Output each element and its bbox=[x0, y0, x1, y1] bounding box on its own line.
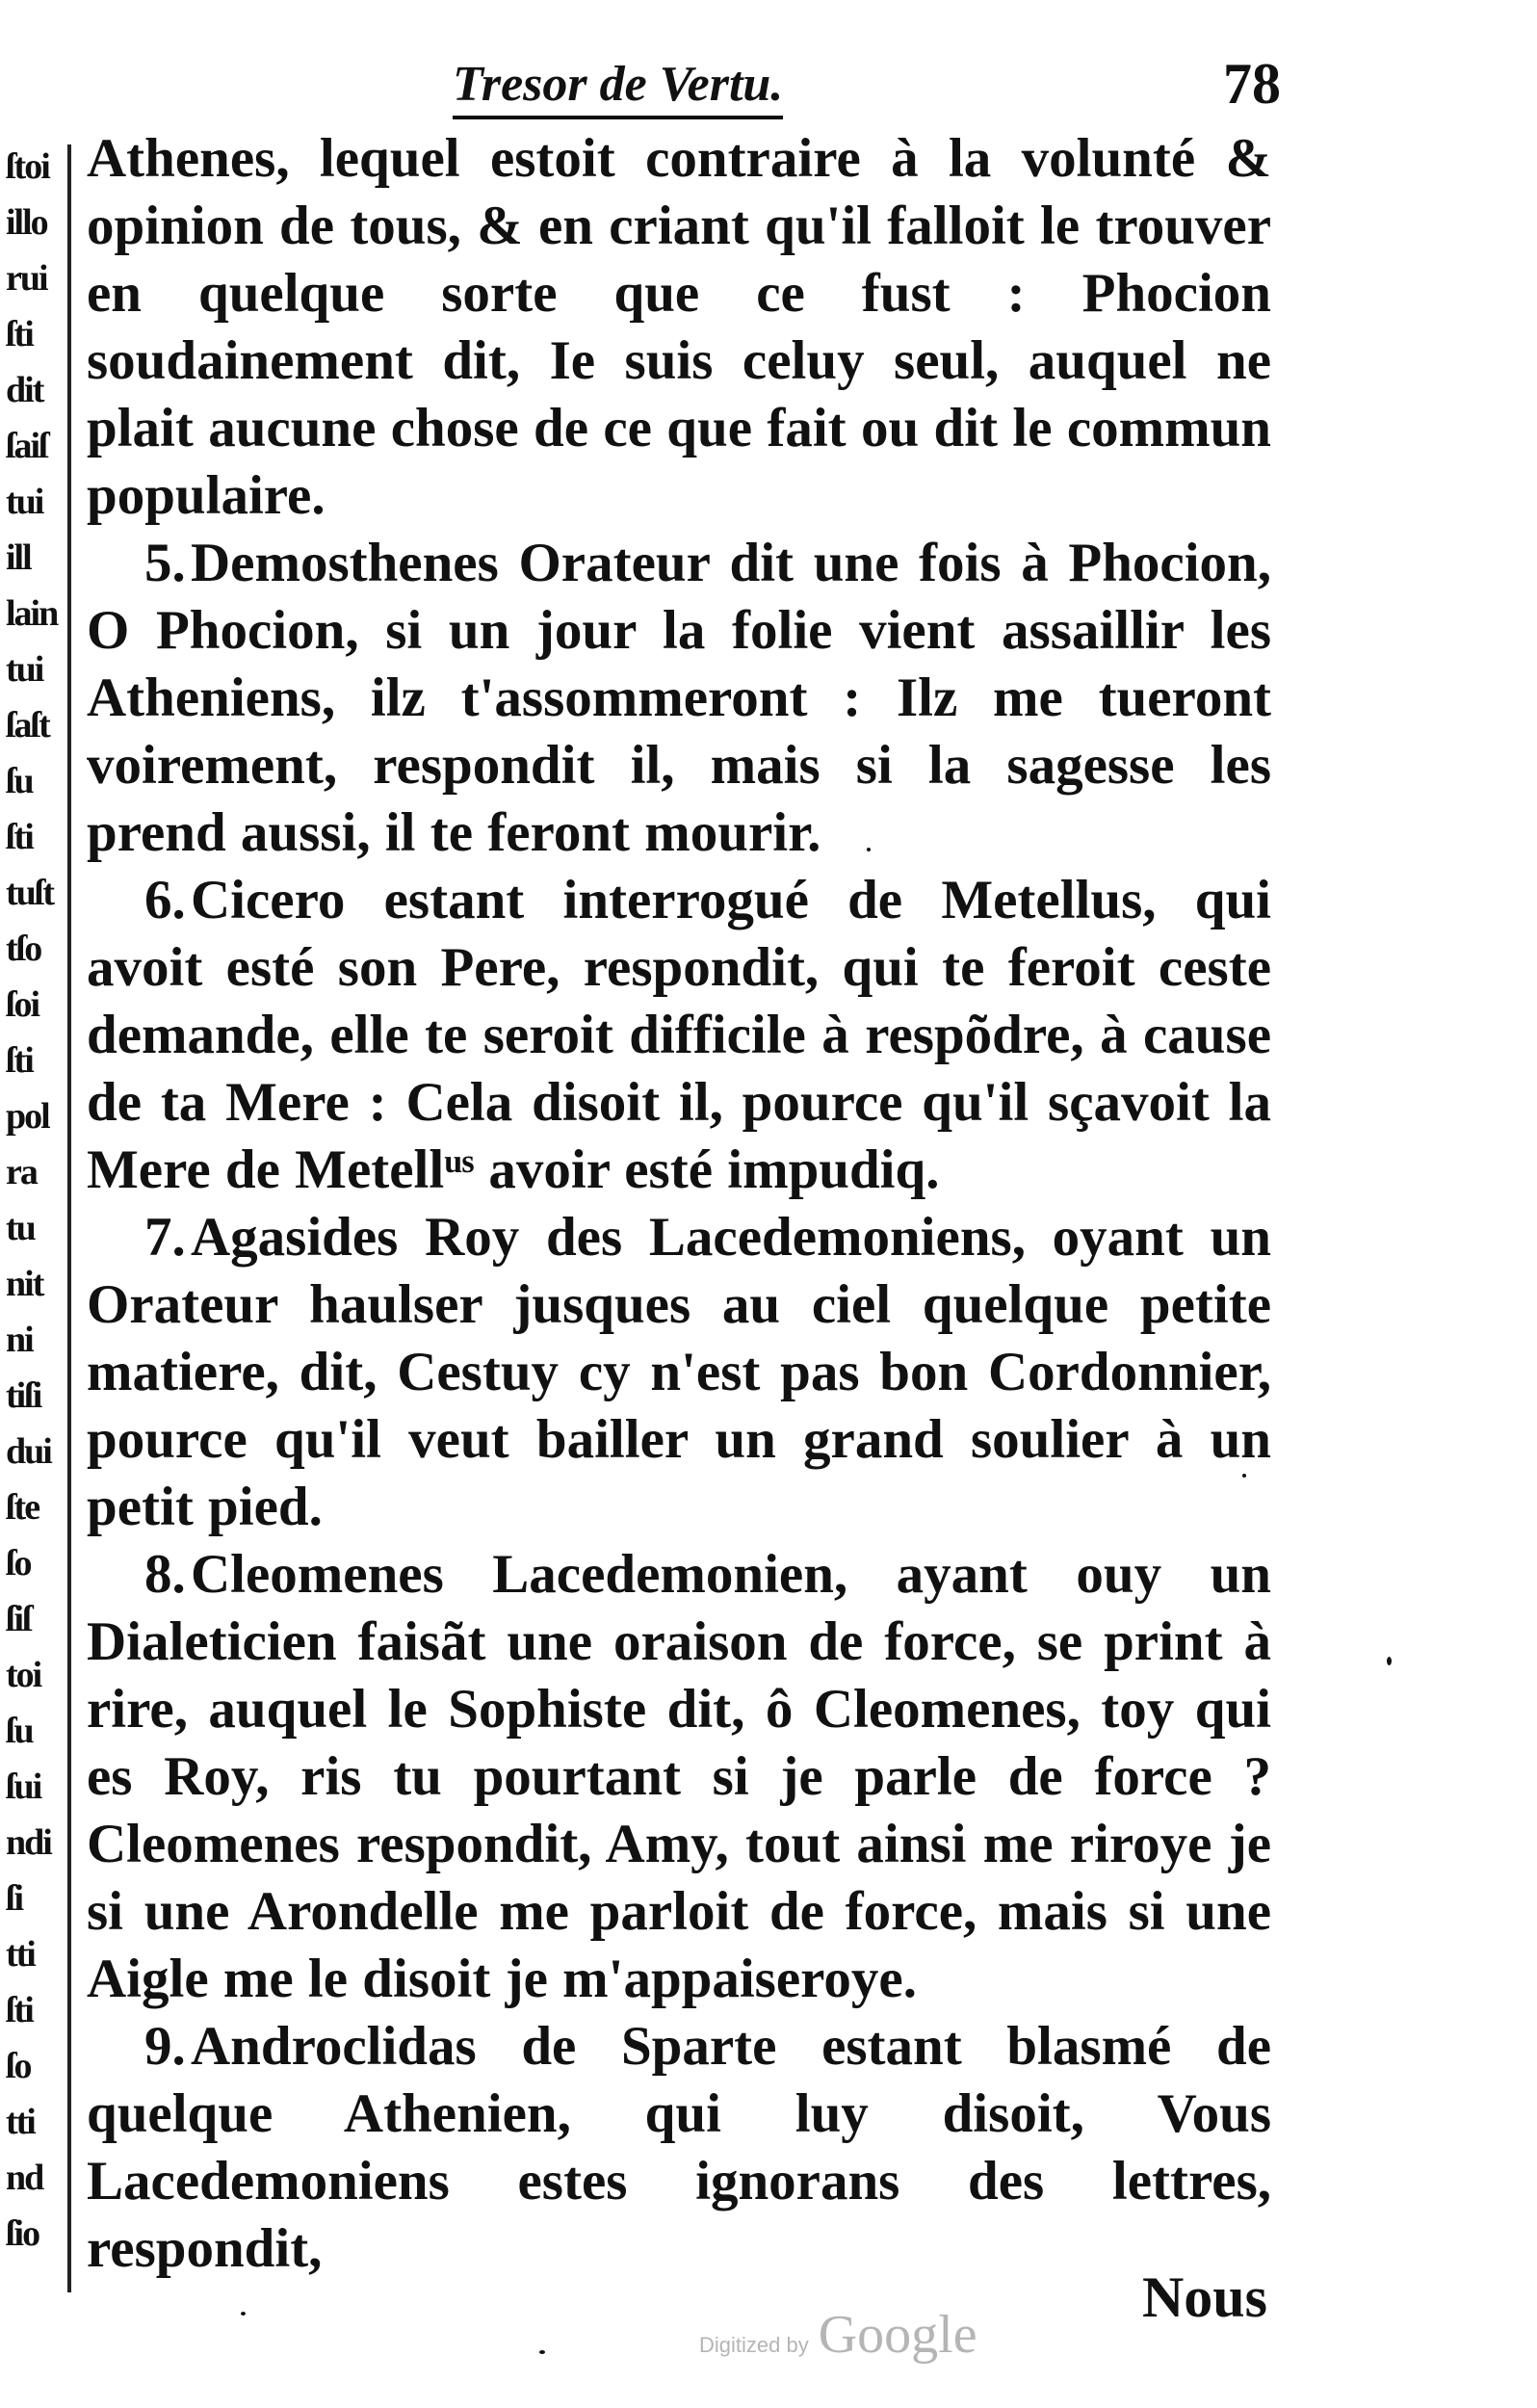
watermark-prefix: Digitized by bbox=[699, 2333, 809, 2357]
facing-page-fragment: ſo bbox=[6, 2046, 31, 2086]
facing-page-fragment: tiſi bbox=[6, 1375, 41, 1416]
facing-page-fragment: pol bbox=[6, 1096, 49, 1137]
digitized-by-google-watermark bbox=[699, 2304, 977, 2365]
running-head bbox=[414, 54, 1281, 121]
body-text bbox=[87, 125, 1271, 2283]
facing-page-fragment: tui bbox=[6, 649, 43, 690]
facing-page-fragment: nd bbox=[6, 2158, 43, 2198]
facing-page-fragment: ſaiſ bbox=[6, 426, 47, 466]
facing-page-fragment: toi bbox=[6, 1655, 41, 1695]
paragraph-text: Agasides Roy des Lacedemoniens, oyant un Orateur haulser jusques au ciel quelque petite matiere, dit, Cestuy cy n'est pas bon Cordonnier, pource qu'il veut bailler un grand soulier à un petit pied. bbox=[87, 1207, 1271, 1537]
facing-page-fragment: ſte bbox=[6, 1487, 39, 1528]
paragraph-number: 5. bbox=[144, 533, 186, 593]
ink-speck bbox=[539, 2350, 545, 2354]
facing-page-fragment: tti bbox=[6, 1934, 35, 1975]
facing-page-edge bbox=[0, 144, 71, 2292]
facing-page-fragment: tu bbox=[6, 1208, 35, 1248]
paragraph-6 bbox=[87, 867, 1271, 1204]
facing-page-fragment: ſu bbox=[6, 1711, 33, 1751]
facing-page-fragment: ndi bbox=[6, 1822, 51, 1863]
catchword: Nous bbox=[1141, 2265, 1267, 2329]
facing-page-fragment: ni bbox=[6, 1320, 33, 1360]
paragraph-number: 7. bbox=[144, 1207, 186, 1268]
facing-page-fragment: lain bbox=[6, 593, 58, 634]
facing-page-fragment: tti bbox=[6, 2102, 35, 2142]
facing-page-fragment: illo bbox=[6, 202, 47, 243]
facing-page-fragment: ſi bbox=[6, 1878, 23, 1919]
ink-speck bbox=[1387, 1657, 1392, 1665]
paragraph-8 bbox=[87, 1541, 1271, 2013]
facing-page-fragment: rui bbox=[6, 258, 47, 299]
paragraph-number: 6. bbox=[144, 870, 186, 930]
paragraph-7 bbox=[87, 1204, 1271, 1541]
facing-page-fragment: ill bbox=[6, 537, 31, 578]
page-number: 78 bbox=[1223, 52, 1281, 116]
facing-page-fragment: ſiſ bbox=[6, 1599, 31, 1639]
running-title: Tresor de Vertu. bbox=[453, 54, 783, 119]
paragraph-number: 9. bbox=[144, 2016, 186, 2077]
facing-page-fragment: ra bbox=[6, 1152, 37, 1192]
opening-paragraph: Athenes, lequel estoit contraire à la volunté & opinion de tous, & en criant qu'il falloit le trouver en quelque sorte que ce fust : Phocion soudainement dit, Ie suis celuy seul, auquel ne plait aucune chose de ce que fait ou dit le commun populaire. bbox=[87, 128, 1271, 526]
facing-page-fragment: ſio bbox=[6, 2213, 39, 2254]
paragraph-text: Cicero estant interrogué de Metellus, qui avoit esté son Pere, respondit, qui te feroit ceste demande, elle te seroit difficile à respõdre, à cause de ta Mere : Cela disoit il, pource qu'il sçavoit la Mere de Metellᵘˢ avoir esté impudiq. bbox=[87, 870, 1271, 1200]
paragraph-5 bbox=[87, 530, 1271, 867]
paragraph-9 bbox=[87, 2013, 1271, 2283]
facing-page-fragment: tuſt bbox=[6, 873, 53, 913]
facing-page-fragment: ſui bbox=[6, 1767, 41, 1807]
paragraph-number: 8. bbox=[144, 1544, 186, 1605]
facing-page-fragment: nit bbox=[6, 1264, 43, 1304]
facing-page-fragment: ſti bbox=[6, 1040, 33, 1081]
ink-speck bbox=[867, 848, 871, 851]
ink-speck bbox=[241, 2312, 246, 2316]
facing-page-fragment: tſo bbox=[6, 929, 41, 969]
facing-page-fragment: ſti bbox=[6, 1990, 33, 2030]
facing-page-fragment: dui bbox=[6, 1431, 51, 1472]
facing-page-fragment: ſti bbox=[6, 817, 33, 857]
facing-page-fragment: ſti bbox=[6, 314, 33, 354]
facing-page-fragment: ſtoi bbox=[6, 146, 49, 187]
paragraph-text: Cleomenes Lacedemonien, ayant ouy un Dialeticien faisãt une oraison de force, se print à rire, auquel le Sophiste dit, ô Cleomenes, toy qui es Roy, ris tu pourtant si je parle de force ? Cleomenes respondit, Amy, tout ainsi me riroye je si une Arondelle me parloit de force, mais si une Aigle me le disoit je m'appaiseroye. bbox=[87, 1544, 1271, 2009]
ink-speck bbox=[1242, 1474, 1246, 1478]
facing-page-fragment: ſo bbox=[6, 1543, 31, 1584]
facing-page-fragment: tui bbox=[6, 482, 43, 522]
google-logo: Google bbox=[818, 2305, 977, 2365]
facing-page-fragment: ſoi bbox=[6, 984, 39, 1025]
facing-page-fragment: dit bbox=[6, 370, 43, 410]
facing-page-fragment: ſaſt bbox=[6, 705, 49, 746]
paragraph-text: Demosthenes Orateur dit une fois à Phocion, O Phocion, si un jour la folie vient assaillir les Atheniens, ilz t'assommeront : Ilz me tueront voirement, respondit il, mais si la sagesse les prend aussi, il te feront mourir. bbox=[87, 533, 1271, 863]
paragraph-text: Androclidas de Sparte estant blasmé de quelque Athenien, qui luy disoit, Vous Lacedemoniens estes ignorans des lettres, respondit, bbox=[87, 2016, 1271, 2279]
facing-page-fragment: ſu bbox=[6, 761, 33, 801]
